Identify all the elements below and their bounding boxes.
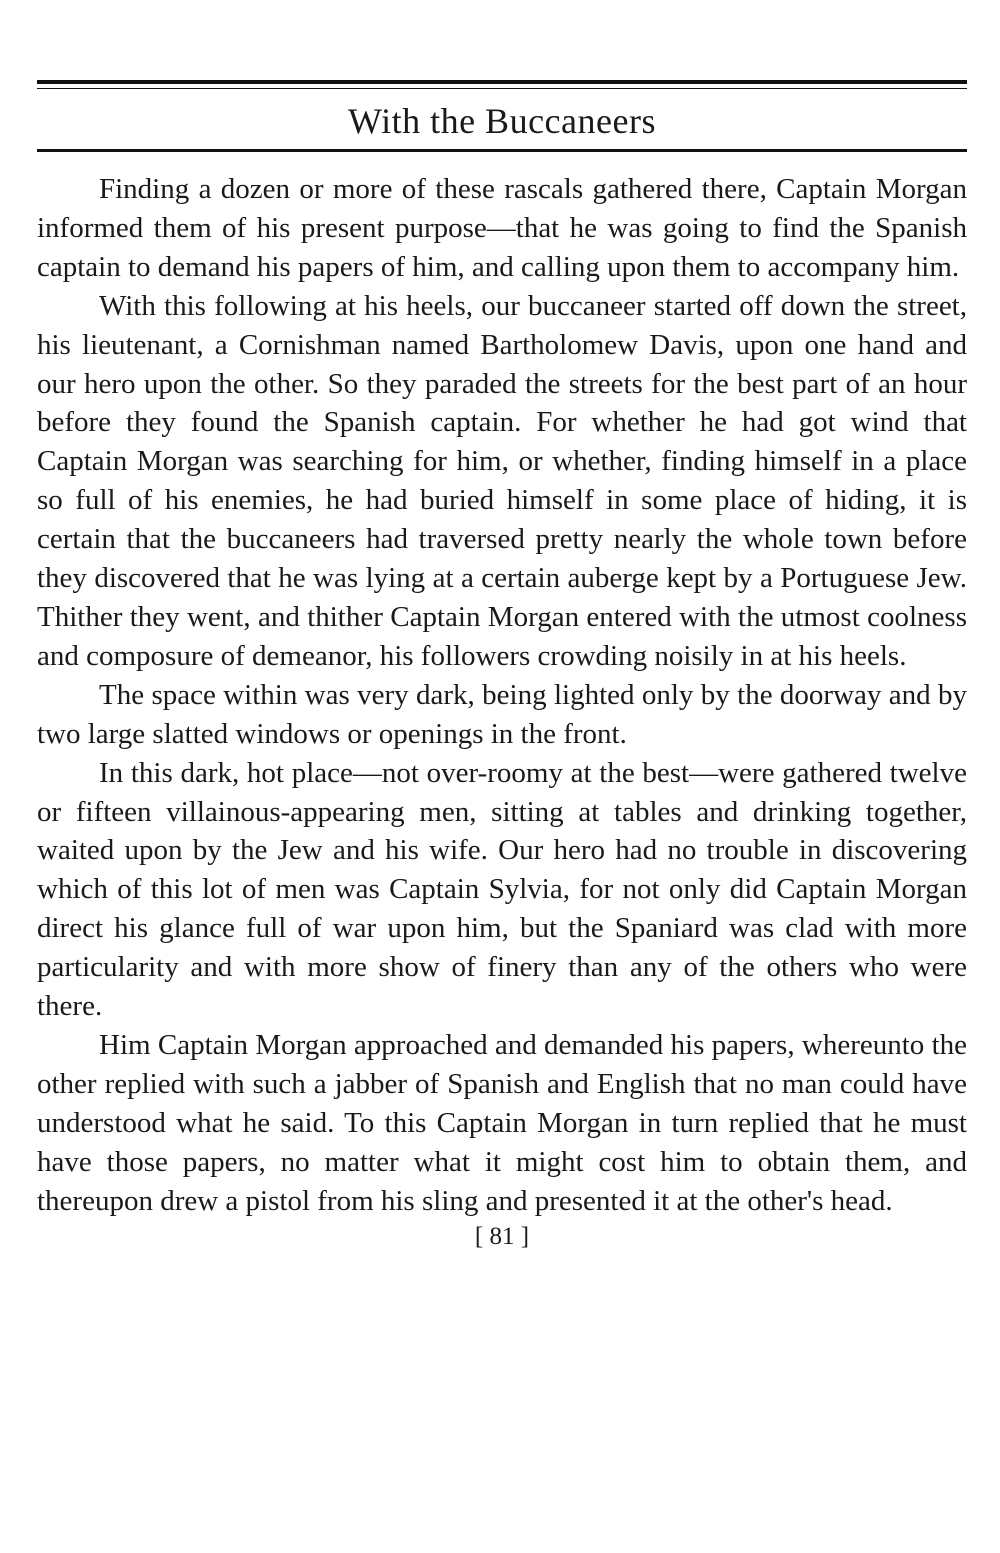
body-text — [37, 170, 967, 1220]
header-rule — [37, 149, 967, 152]
paragraph: Him Captain Morgan approached and demanded his papers, whereunto the other replied with such a jabber of Spanish and English that no man could have understood what he said. To this Captain Morgan in turn replied that he must have those papers, no matter what it might cost him to obtain them, and thereupon drew a pistol from his sling and presented it at the other's head. — [37, 1028, 967, 1217]
running-title: With the Buccaneers — [348, 101, 656, 141]
header-double-rule — [37, 80, 967, 89]
paragraph: Finding a dozen or more of these rascals gathered there, Captain Morgan informed them of his present purpose—that he was going to find the Spanish captain to demand his papers of him, and calling upon them to accompany him. — [37, 173, 967, 283]
paragraph: In this dark, hot place—not over-roomy at the best—were gathered twelve or fifteen villainous-appearing men, sitting at tables and drinking together, waited upon by the Jew and his wife. Our hero had no trouble in discovering which of this lot of men was Captain Sylvia, for not only did Captain Morgan direct his glance full of war upon him, but the Spaniard was clad with more particularity and with more show of finery than any of the others who were there. — [37, 756, 967, 1023]
paragraph: The space within was very dark, being lighted only by the doorway and by two large slatted windows or openings in the front. — [37, 678, 967, 750]
paragraph: With this following at his heels, our buccaneer started off down the street, his lieutenant, a Cornishman named Bartholomew Davis, upon one hand and our hero upon the other. So they paraded the streets for the best part of an hour before they found the Spanish captain. For whether he had got wind that Captain Morgan was searching for him, or whether, finding himself in a place so full of his enemies, he had buried himself in some place of hiding, it is certain that the buccaneers had traversed pretty nearly the whole town before they discovered that he was lying at a certain auberge kept by a Portuguese Jew. Thither they went, and thither Captain Morgan entered with the utmost coolness and composure of demeanor, his followers crowding noisily in at his heels. — [37, 289, 967, 672]
page-number: [ 81 ] — [474, 1223, 530, 1251]
book-page — [37, 80, 967, 1254]
